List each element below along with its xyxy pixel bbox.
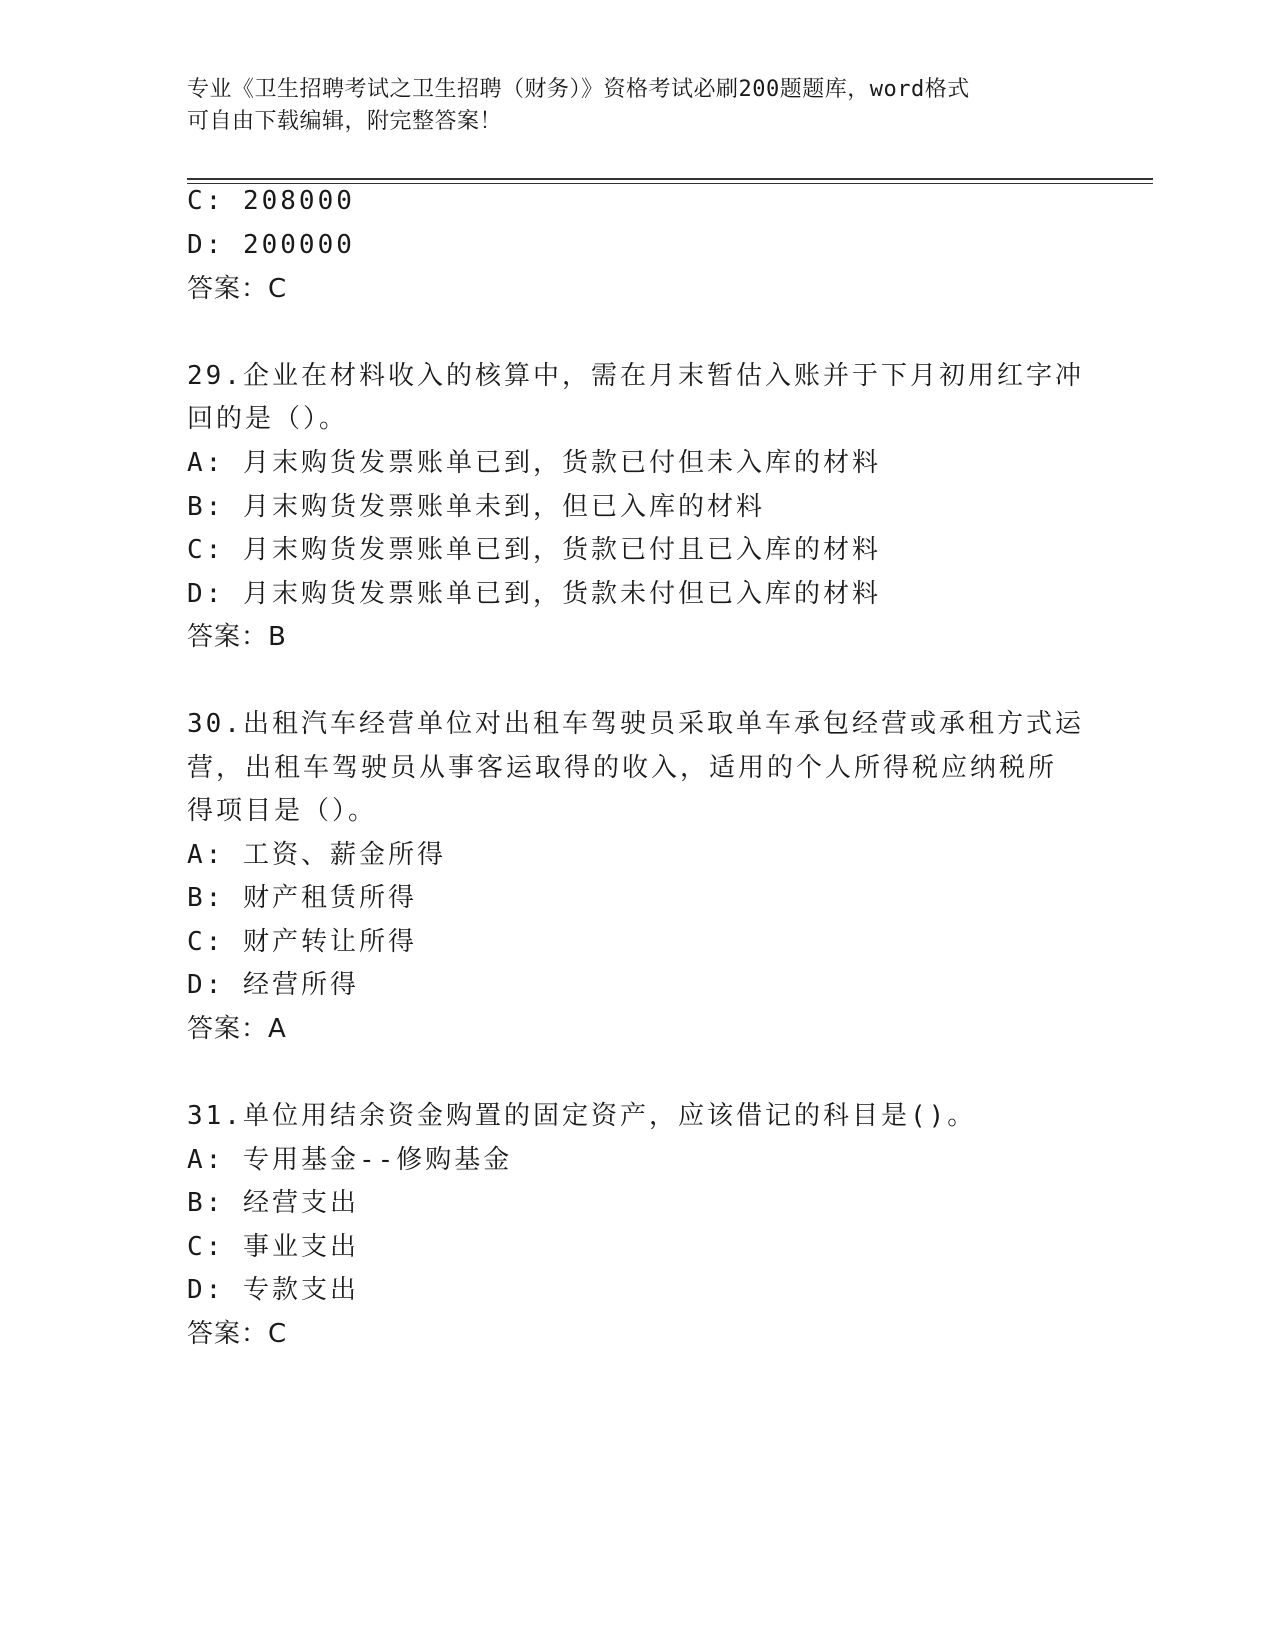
q30-option-d: D: 经营所得	[187, 970, 359, 1000]
q31-answer: 答案：C	[187, 1319, 288, 1349]
q30-stem-line-1: 30.出租汽车经营单位对出租车驾驶员采取单车承包经营或承租方式运	[187, 709, 1084, 739]
header-line-1: 专业《卫生招聘考试之卫生招聘（财务）》资格考试必刷200题题库，word格式	[187, 77, 970, 102]
q30-stem-line-2: 营，出租车驾驶员从事客运取得的收入，适用的个人所得税应纳税所	[187, 753, 1058, 783]
q30-option-a: A: 工资、薪金所得	[187, 840, 446, 870]
prev-option-d: D: 200000	[187, 230, 355, 260]
header-line-2: 可自由下载编辑，附完整答案！	[187, 109, 503, 134]
q31-option-b: B: 经营支出	[187, 1188, 359, 1218]
q29-answer: 答案：B	[187, 622, 287, 652]
q31-stem-line-1: 31.单位用结余资金购置的固定资产，应该借记的科目是()。	[187, 1101, 977, 1131]
q30-stem-line-3: 得项目是（）。	[187, 796, 378, 826]
q29-stem-line-2: 回的是（）。	[187, 404, 349, 434]
q29-option-d: D: 月末购货发票账单已到，货款未付但已入库的材料	[187, 579, 881, 609]
header-rule-thick	[187, 178, 1153, 180]
q31-option-d: D: 专款支出	[187, 1275, 359, 1305]
q30-answer: 答案：A	[187, 1014, 287, 1044]
q29-option-c: C: 月末购货发票账单已到，货款已付且已入库的材料	[187, 535, 881, 565]
prev-option-c: C: 208000	[187, 186, 355, 216]
q30-option-b: B: 财产租赁所得	[187, 883, 417, 913]
q31-option-c: C: 事业支出	[187, 1232, 359, 1262]
q29-option-b: B: 月末购货发票账单未到，但已入库的材料	[187, 492, 765, 522]
q30-option-c: C: 财产转让所得	[187, 927, 417, 957]
q29-stem-line-1: 29.企业在材料收入的核算中，需在月末暂估入账并于下月初用红字冲	[187, 361, 1084, 391]
prev-answer: 答案：C	[187, 274, 288, 304]
q31-option-a: A: 专用基金--修购基金	[187, 1145, 513, 1175]
page-header	[187, 74, 1087, 138]
q29-option-a: A: 月末购货发票账单已到，货款已付但未入库的材料	[187, 448, 881, 478]
